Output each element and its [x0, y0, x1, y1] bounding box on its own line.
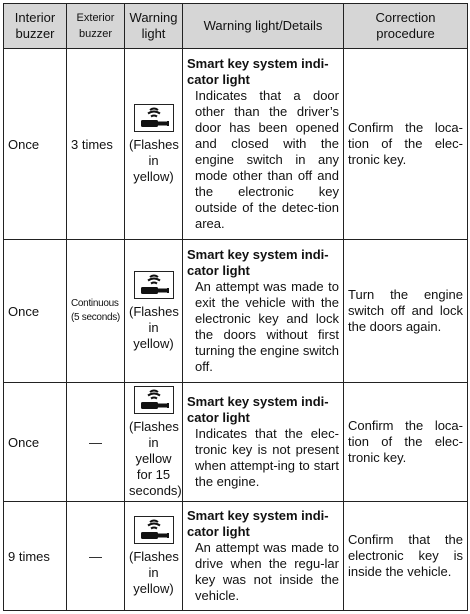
exterior-buzzer-cell: 3 times — [67, 49, 125, 240]
warning-light-cell — [125, 502, 183, 611]
smart-key-indicator-icon — [134, 516, 174, 544]
table-row — [4, 383, 468, 502]
interior-buzzer-cell: Once — [4, 49, 67, 240]
flash-note: (Flashes in yellow for 15 seconds) — [129, 418, 182, 498]
flash-note: (Flashes in yellow) — [129, 303, 179, 351]
details-body: Indicates that a door other than the driver’s door has been opened and closed with the engine switch in any mode other than off and the electronic key outside of the detec-tion area. — [195, 88, 339, 231]
header-row — [4, 4, 468, 49]
interior-buzzer-cell: Once — [4, 383, 67, 502]
smart-key-indicator-icon — [134, 271, 174, 299]
header-correction: Correction procedure — [344, 4, 468, 49]
header-exterior-buzzer: Exterior buzzer — [67, 4, 125, 49]
correction-cell: Confirm that the electronic key is inside the vehicle. — [344, 502, 468, 611]
details-title: Smart key system indi-cator light — [187, 508, 329, 539]
warning-light-cell — [125, 240, 183, 383]
table-row — [4, 502, 468, 611]
correction-cell: Confirm the loca-tion of the elec-tronic key. — [344, 49, 468, 240]
details-title: Smart key system indi-cator light — [187, 394, 329, 425]
table-row — [4, 49, 468, 240]
details-body: An attempt was made to exit the vehicle with the electronic key and lock the doors without first turning the engine switch off. — [195, 279, 339, 374]
flash-note: (Flashes in yellow) — [129, 136, 179, 184]
header-details: Warning light/Details — [183, 4, 344, 49]
details-cell — [183, 383, 344, 502]
table-row — [4, 240, 468, 383]
flash-note: (Flashes in yellow) — [129, 548, 179, 596]
exterior-buzzer-cell: — — [67, 383, 125, 502]
details-cell — [183, 502, 344, 611]
details-title: Smart key system indi-cator light — [187, 247, 329, 278]
exterior-buzzer-cell: Continuous (5 seconds) — [67, 240, 125, 383]
warning-table — [3, 3, 468, 611]
smart-key-indicator-icon — [134, 386, 174, 414]
header-interior-buzzer: Interior buzzer — [4, 4, 67, 49]
details-cell — [183, 240, 344, 383]
warning-light-cell — [125, 383, 183, 502]
smart-key-indicator-icon — [134, 104, 174, 132]
warning-light-cell — [125, 49, 183, 240]
exterior-buzzer-cell: — — [67, 502, 125, 611]
interior-buzzer-cell: 9 times — [4, 502, 67, 611]
details-cell — [183, 49, 344, 240]
correction-cell: Confirm the loca-tion of the elec-tronic key. — [344, 383, 468, 502]
correction-cell: Turn the engine switch off and lock the doors again. — [344, 240, 468, 383]
details-body: An attempt was made to drive when the regu-lar key was not inside the vehicle. — [195, 540, 339, 603]
header-warning-light: Warning light — [125, 4, 183, 49]
interior-buzzer-cell: Once — [4, 240, 67, 383]
details-title: Smart key system indi-cator light — [187, 56, 329, 87]
details-body: Indicates that the elec-tronic key is not present when attempt-ing to start the engine. — [195, 426, 339, 489]
